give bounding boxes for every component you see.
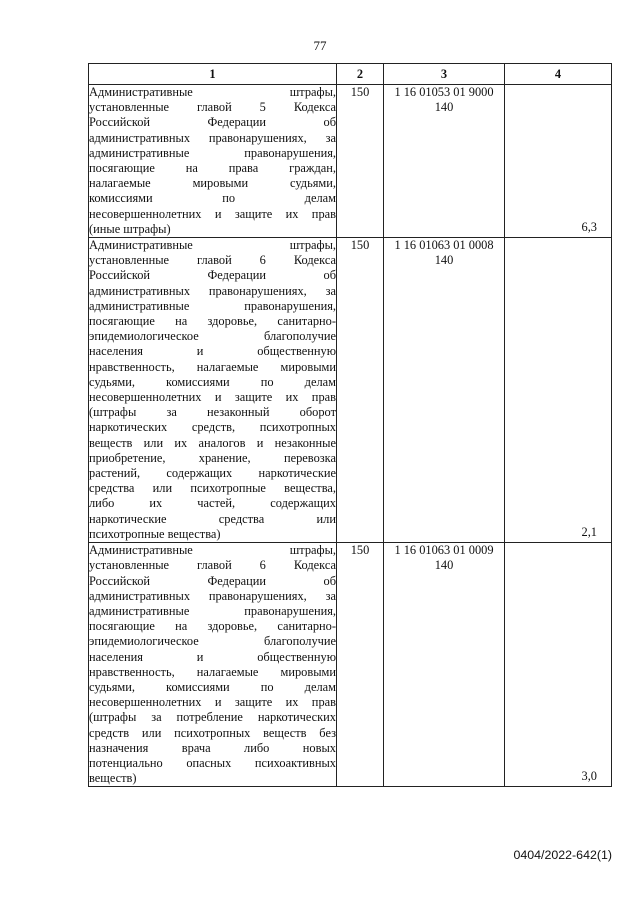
admin-code-cell: 150 (337, 85, 384, 238)
revenue-description-cell (89, 543, 337, 787)
description-line: населения и общественную (89, 344, 336, 359)
description-line: судьями, комиссиями по делам (89, 679, 336, 694)
description-line: приобретение, хранение, перевозка (89, 450, 336, 465)
table-row (89, 238, 612, 543)
description-line: несовершеннолетних и защите их прав (89, 206, 336, 221)
description-line: Российской Федерации об (89, 268, 336, 283)
amount-value: 6,3 (581, 219, 597, 234)
kbk-line-2: 140 (434, 558, 454, 573)
description-line: наркотических средств, психотропных (89, 420, 336, 435)
description-line: нравственность, налагаемые мировыми (89, 359, 336, 374)
description-line: потенциально опасных психоактивных (89, 755, 336, 770)
description-line: установленные главой 5 Кодекса (89, 100, 336, 115)
header-row (89, 64, 612, 85)
description-line: (штрафы за незаконный оборот (89, 405, 336, 420)
description-line: эпидемиологическое благополучие (89, 329, 336, 344)
description-line: административные правонарушения, (89, 145, 336, 160)
amount-cell (505, 543, 612, 787)
kbk-line-1: 1 16 01063 01 0008 (394, 238, 494, 253)
revenue-description-cell (89, 85, 337, 238)
header-col-3: 3 (384, 64, 505, 85)
amount-value: 3,0 (581, 769, 597, 784)
description-line: Российской Федерации об (89, 115, 336, 130)
description-line: комиссиями по делам (89, 191, 336, 206)
description-line: установленные главой 6 Кодекса (89, 253, 336, 268)
amount-cell (505, 85, 612, 238)
budget-classification-code-cell (384, 238, 505, 543)
amount-cell (505, 238, 612, 543)
revenue-table (88, 63, 612, 787)
budget-classification-code-cell (384, 85, 505, 238)
description-line: посягающие на здоровье, санитарно- (89, 619, 336, 634)
description-line: нравственность, налагаемые мировыми (89, 664, 336, 679)
admin-code-cell: 150 (337, 238, 384, 543)
description-line: растений, содержащих наркотические (89, 466, 336, 481)
description-line: Административные штрафы, (89, 543, 336, 558)
admin-code-cell: 150 (337, 543, 384, 787)
description-line: веществ или их аналогов и незаконные (89, 435, 336, 450)
description-line: психотропные вещества) (89, 526, 221, 541)
description-line: административные правонарушения, (89, 298, 336, 313)
kbk-line-1: 1 16 01063 01 0009 (394, 543, 494, 558)
document-code: 0404/2022-642(1) (513, 848, 612, 862)
description-line: административных правонарушениях, за (89, 283, 336, 298)
kbk-line-1: 1 16 01053 01 9000 (394, 85, 494, 99)
description-line: наркотические средства или (89, 511, 336, 526)
description-line: либо их частей, содержащих (89, 496, 336, 511)
amount-value: 2,1 (581, 524, 597, 539)
table-row (89, 543, 612, 787)
description-line: посягающие на права граждан, (89, 161, 336, 176)
description-line: Административные штрафы, (89, 85, 336, 99)
page-number: 77 (313, 38, 327, 53)
description-line: административных правонарушениях, за (89, 130, 336, 145)
description-line: посягающие на здоровье, санитарно- (89, 314, 336, 329)
description-line: Российской Федерации об (89, 573, 336, 588)
description-line: административные правонарушения, (89, 603, 336, 618)
description-line: судьями, комиссиями по делам (89, 374, 336, 389)
description-line: назначения врача либо новых (89, 740, 336, 755)
description-line: Административные штрафы, (89, 238, 336, 253)
table-row (89, 85, 612, 238)
budget-classification-code-cell (384, 543, 505, 787)
description-line: несовершеннолетних и защите их прав (89, 695, 336, 710)
description-line: (штрафы за потребление наркотических (89, 710, 336, 725)
header-col-4: 4 (505, 64, 612, 85)
description-line: установленные главой 6 Кодекса (89, 558, 336, 573)
description-line: населения и общественную (89, 649, 336, 664)
description-line: средств или психотропных веществ без (89, 725, 336, 740)
description-line: веществ) (89, 771, 137, 786)
description-line: эпидемиологическое благополучие (89, 634, 336, 649)
header-col-2: 2 (337, 64, 384, 85)
description-line: средства или психотропные вещества, (89, 481, 336, 496)
description-line: административных правонарушениях, за (89, 588, 336, 603)
description-line: несовершеннолетних и защите их прав (89, 390, 336, 405)
kbk-line-2: 140 (434, 253, 454, 268)
header-col-1: 1 (89, 64, 337, 85)
kbk-line-2: 140 (434, 100, 454, 115)
description-line: (иные штрафы) (89, 221, 171, 236)
revenue-description-cell (89, 238, 337, 543)
description-line: налагаемые мировыми судьями, (89, 176, 336, 191)
